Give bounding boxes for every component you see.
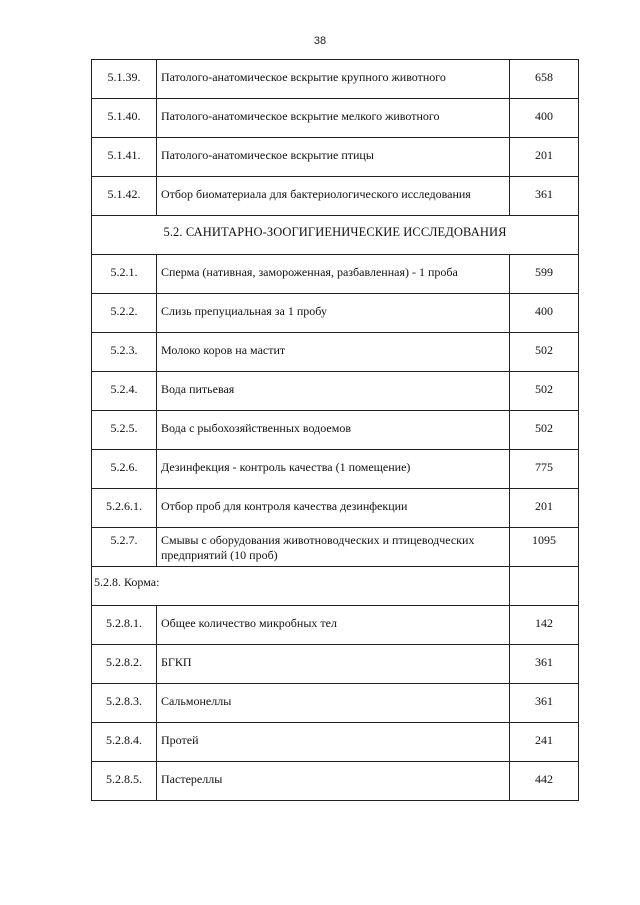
table-row [92,255,579,294]
price-table [91,59,579,801]
row-name: Вода питьевая [157,372,510,411]
row-name: БГКП [157,645,510,684]
row-code: 5.2.3. [92,333,157,372]
row-name: Отбор биоматериала для бактериологического исследования [157,177,510,216]
row-code: 5.2.7. [92,528,157,567]
table-row [92,411,579,450]
table-row [92,177,579,216]
table-row [92,528,579,567]
table-row [92,489,579,528]
row-price: 201 [510,489,579,528]
row-name: Общее количество микробных тел [157,606,510,645]
row-code: 5.1.40. [92,99,157,138]
table-row [92,99,579,138]
row-code: 5.2.4. [92,372,157,411]
row-price: 502 [510,372,579,411]
row-name: Дезинфекция - контроль качества (1 помещение) [157,450,510,489]
subheading-row [92,567,579,606]
row-price: 442 [510,762,579,801]
row-code: 5.2.8.2. [92,645,157,684]
row-price: 361 [510,177,579,216]
row-name: Протей [157,723,510,762]
row-price: 400 [510,99,579,138]
row-code: 5.1.42. [92,177,157,216]
row-code: 5.2.6. [92,450,157,489]
table-row [92,645,579,684]
row-price: 142 [510,606,579,645]
row-name: Пастереллы [157,762,510,801]
row-name: Сперма (нативная, замороженная, разбавленная) - 1 проба [157,255,510,294]
row-price: 658 [510,60,579,99]
row-code: 5.1.39. [92,60,157,99]
row-code: 5.2.8.3. [92,684,157,723]
row-name: Патолого-анатомическое вскрытие птицы [157,138,510,177]
row-price: 361 [510,645,579,684]
table-row [92,606,579,645]
row-name: Смывы с оборудования животноводческих и птицеводческих предприятий (10 проб) [157,528,510,567]
section-heading-row [92,216,579,255]
section-heading: 5.2. САНИТАРНО-ЗООГИГИЕНИЧЕСКИЕ ИССЛЕДОВАНИЯ [92,216,579,255]
row-name: Слизь препуциальная за 1 пробу [157,294,510,333]
row-price: 241 [510,723,579,762]
subheading-price-cell [510,567,579,606]
table-row [92,723,579,762]
table-row [92,450,579,489]
row-code: 5.2.8.4. [92,723,157,762]
row-code: 5.2.1. [92,255,157,294]
row-name: Патолого-анатомическое вскрытие мелкого животного [157,99,510,138]
table-row [92,684,579,723]
row-price: 775 [510,450,579,489]
table-row [92,762,579,801]
table-row [92,333,579,372]
row-name: Молоко коров на мастит [157,333,510,372]
row-price: 201 [510,138,579,177]
row-price: 502 [510,333,579,372]
table-row [92,138,579,177]
row-name: Вода с рыбохозяйственных водоемов [157,411,510,450]
table-row [92,294,579,333]
subheading: 5.2.8. Корма: [92,567,510,606]
page-number: 38 [313,35,327,47]
row-code: 5.2.8.1. [92,606,157,645]
row-name: Патолого-анатомическое вскрытие крупного животного [157,60,510,99]
row-code: 5.2.6.1. [92,489,157,528]
row-price: 400 [510,294,579,333]
table-row [92,60,579,99]
row-price: 502 [510,411,579,450]
row-price: 361 [510,684,579,723]
row-code: 5.2.2. [92,294,157,333]
row-code: 5.2.5. [92,411,157,450]
row-code: 5.1.41. [92,138,157,177]
row-price: 1095 [510,528,579,567]
row-name: Отбор проб для контроля качества дезинфекции [157,489,510,528]
row-code: 5.2.8.5. [92,762,157,801]
row-name: Сальмонеллы [157,684,510,723]
table-row [92,372,579,411]
row-price: 599 [510,255,579,294]
